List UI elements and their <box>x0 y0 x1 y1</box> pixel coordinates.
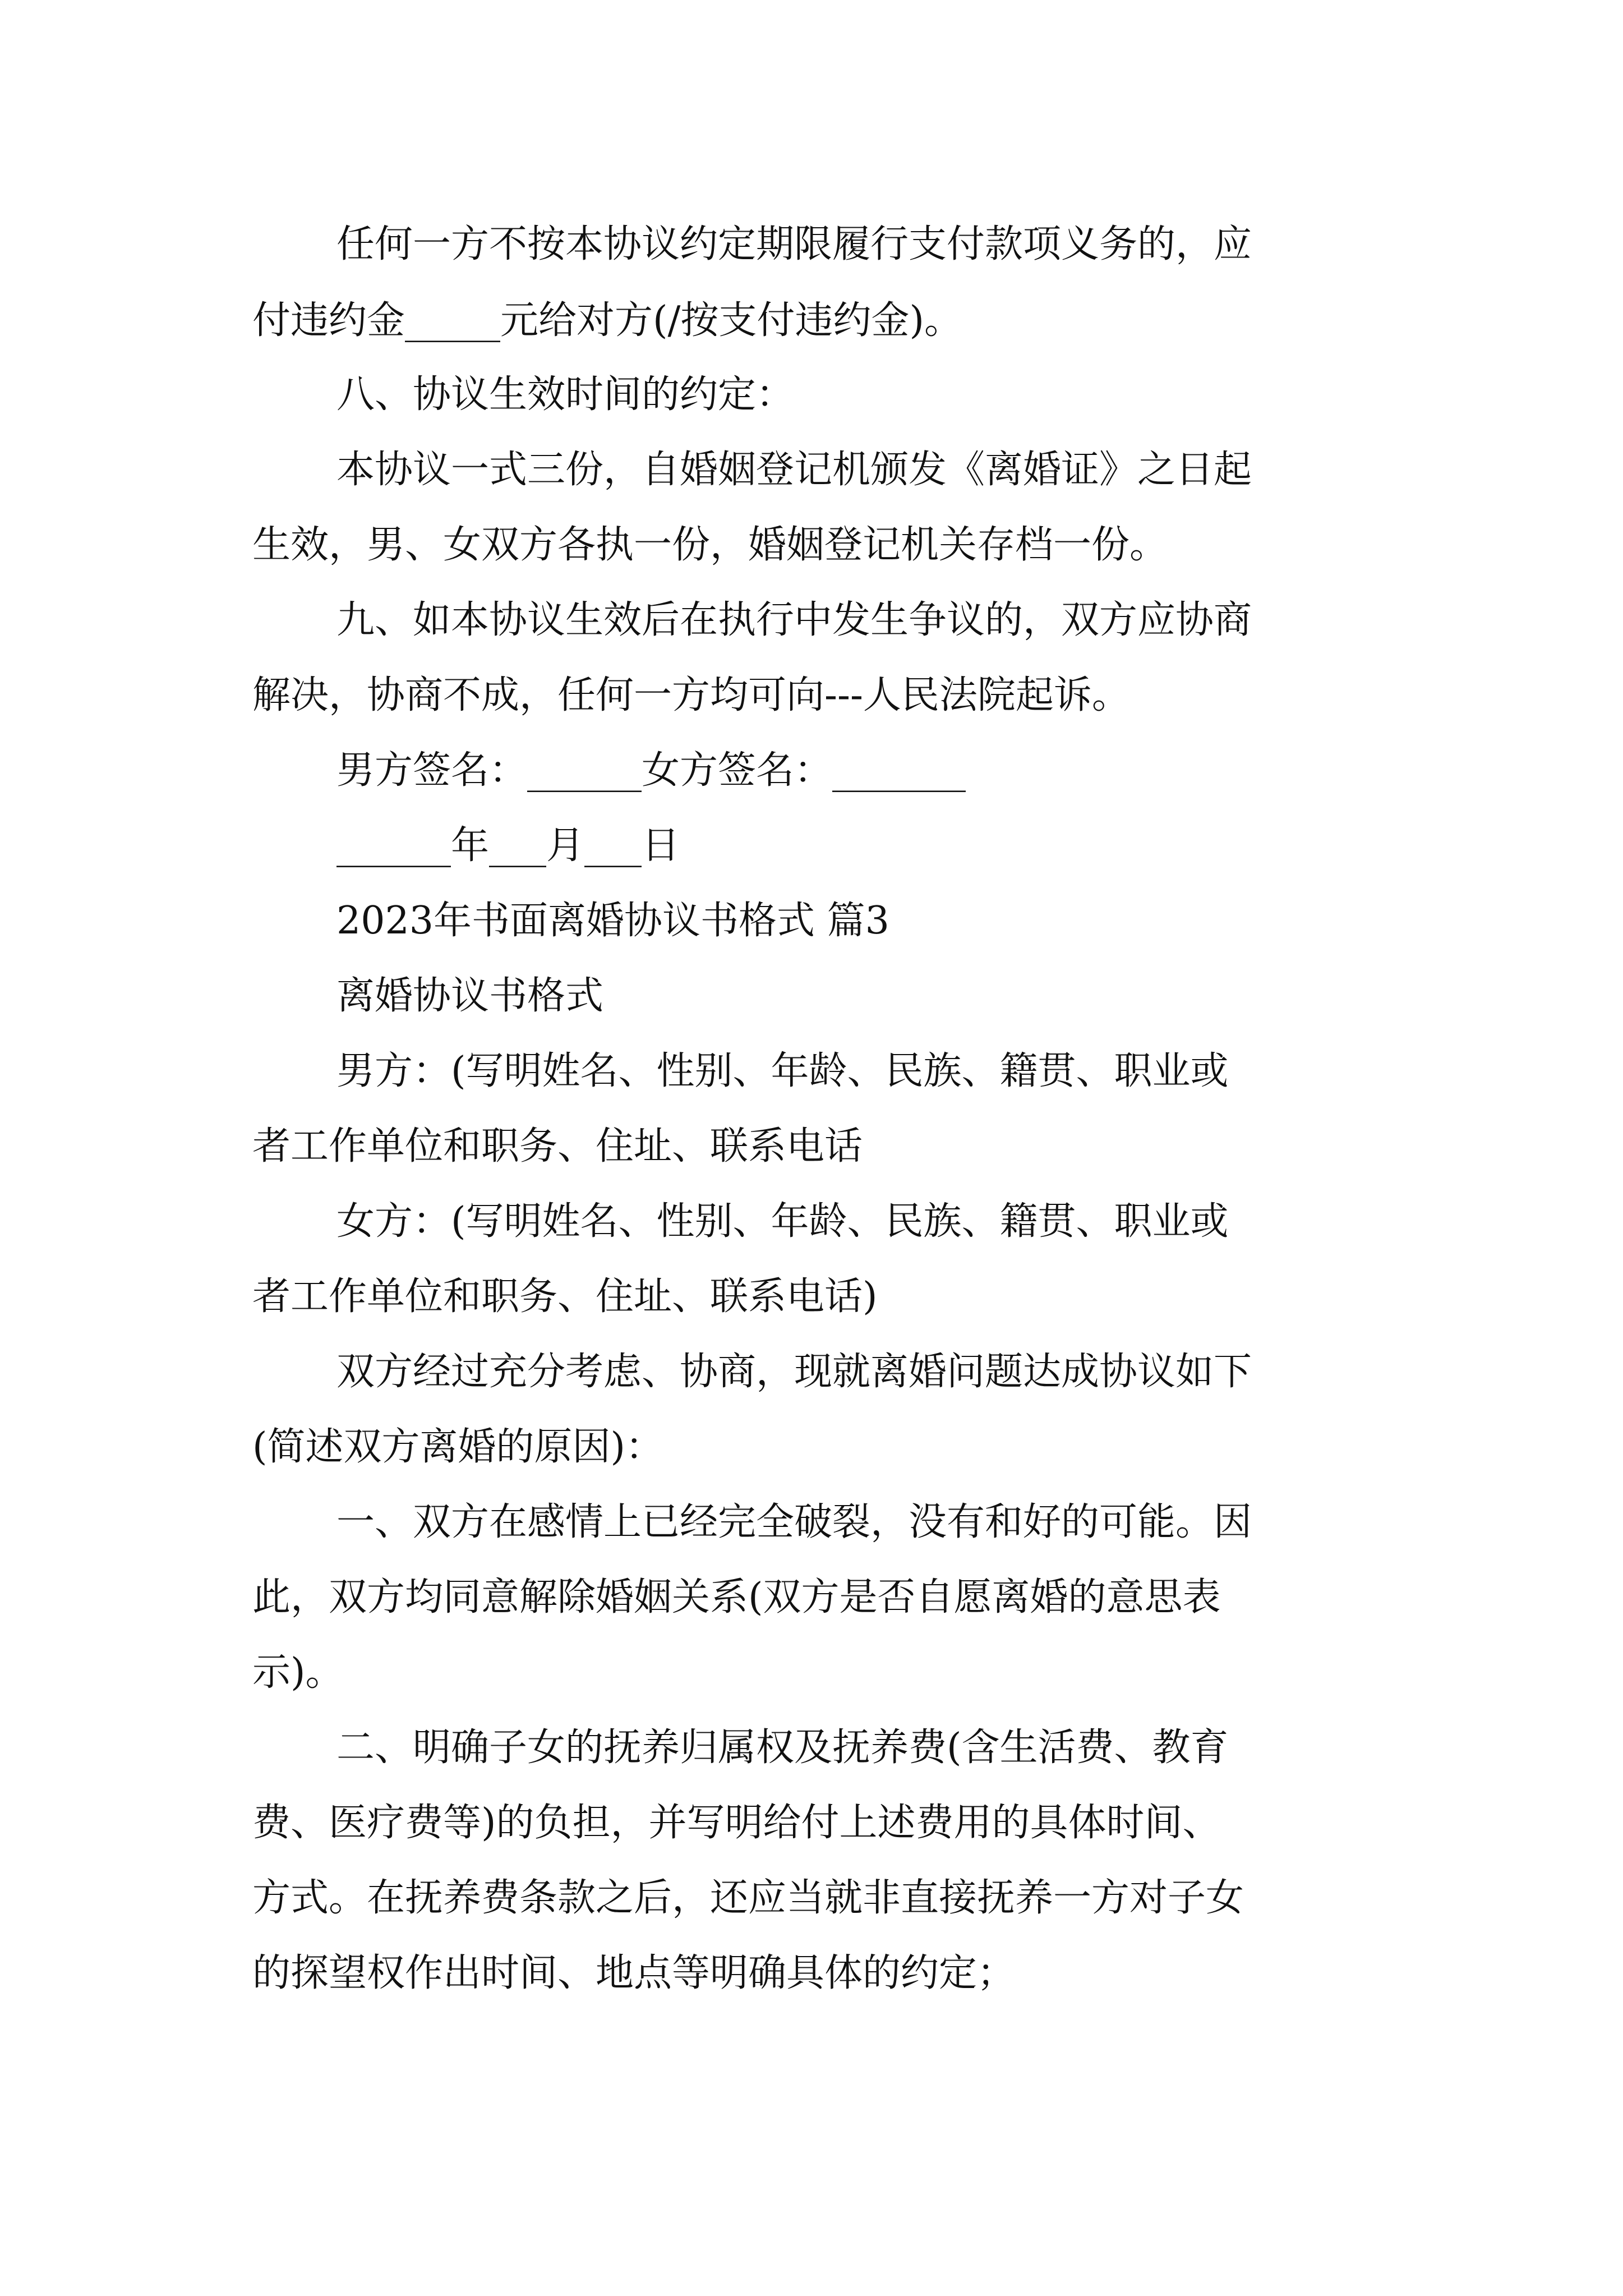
paragraph-line: 示)。 <box>252 1650 344 1695</box>
paragraph-line: 男方：(写明姓名、性别、年龄、民族、籍贯、职业或 <box>336 1049 1229 1093</box>
paragraph-line: (简述双方离婚的原因)： <box>252 1425 664 1469</box>
paragraph-line: 者工作单位和职务、住址、联系电话) <box>252 1274 878 1319</box>
paragraph-line: 解决，协商不成，任何一方均可向---人民法院起诉。 <box>252 673 1130 717</box>
paragraph-line: 费、医疗费等)的负担，并写明给付上述费用的具体时间、 <box>252 1801 1221 1845</box>
paragraph-line: 女方：(写明姓名、性别、年龄、民族、籍贯、职业或 <box>336 1199 1229 1244</box>
paragraph-line: 方式。在抚养费条款之后，还应当就非直接抚养一方对子女 <box>252 1876 1244 1920</box>
paragraph-line: 者工作单位和职务、住址、联系电话 <box>252 1124 863 1168</box>
signature-line: 男方签名：______女方签名：_______ <box>336 748 966 793</box>
paragraph-line: 本协议一式三份，自婚姻登记机颁发《离婚证》之日起 <box>336 448 1252 492</box>
date-line: ______年___月___日 <box>336 823 680 868</box>
paragraph-line: 生效，男、女双方各执一份，婚姻登记机关存档一份。 <box>252 523 1168 567</box>
paragraph-line: 双方经过充分考虑、协商，现就离婚问题达成协议如下 <box>336 1350 1252 1394</box>
document-title: 离婚协议书格式 <box>336 974 604 1018</box>
document-section-title: 2023年书面离婚协议书格式 篇3 <box>336 899 889 943</box>
paragraph-line: 二、明确子女的抚养归属权及抚养费(含生活费、教育 <box>336 1726 1229 1770</box>
paragraph-line: 的探望权作出时间、地点等明确具体的约定； <box>252 1951 1016 1995</box>
section-heading: 八、协议生效时间的约定： <box>336 372 795 417</box>
paragraph-line: 付违约金_____元给对方(/按支付违约金)。 <box>252 298 962 343</box>
paragraph-line: 此，双方均同意解除婚姻关系(双方是否自愿离婚的意思表 <box>252 1575 1221 1619</box>
paragraph-line: 一、双方在感情上已经完全破裂，没有和好的可能。因 <box>336 1500 1252 1544</box>
paragraph-line: 任何一方不按本协议约定期限履行支付款项义务的，应 <box>336 222 1252 266</box>
paragraph-line: 九、如本协议生效后在执行中发生争议的，双方应协商 <box>336 598 1252 642</box>
